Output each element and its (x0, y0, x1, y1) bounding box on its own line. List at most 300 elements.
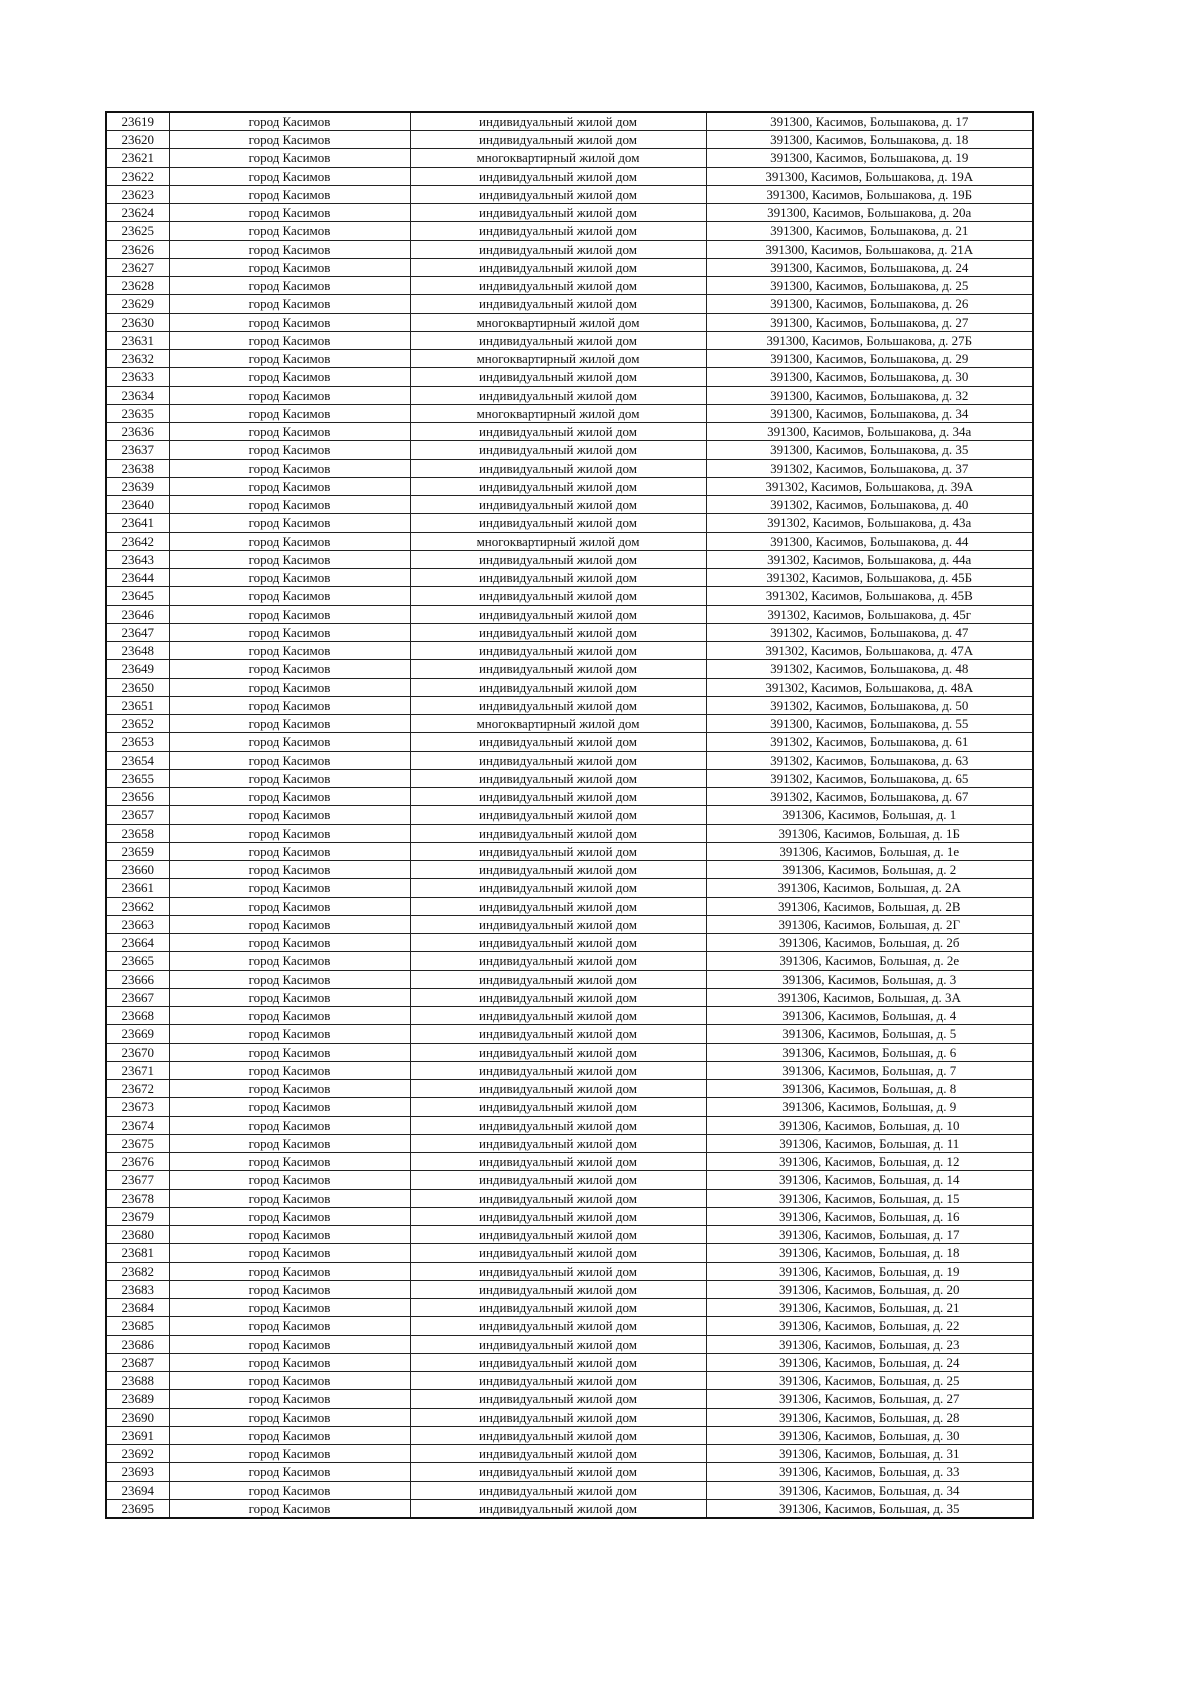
building-type-cell: индивидуальный жилой дом (410, 1007, 706, 1025)
address-cell: 391300, Касимов, Большакова, д. 20а (706, 204, 1033, 222)
building-type-cell: индивидуальный жилой дом (410, 1317, 706, 1335)
row-number-cell: 23676 (106, 1153, 169, 1171)
address-cell: 391306, Касимов, Большая, д. 8 (706, 1080, 1033, 1098)
table-row (106, 897, 1033, 915)
table-row (106, 1280, 1033, 1298)
row-number-cell: 23639 (106, 477, 169, 495)
building-type-cell: многоквартирный жилой дом (410, 313, 706, 331)
building-type-cell: индивидуальный жилой дом (410, 441, 706, 459)
locality-cell: город Касимов (169, 496, 410, 514)
row-number-cell: 23652 (106, 715, 169, 733)
table-row (106, 1134, 1033, 1152)
table-row (106, 477, 1033, 495)
building-type-cell: индивидуальный жилой дом (410, 988, 706, 1006)
address-cell: 391306, Касимов, Большая, д. 7 (706, 1061, 1033, 1079)
building-type-cell: индивидуальный жилой дом (410, 459, 706, 477)
table-row (106, 642, 1033, 660)
locality-cell: город Касимов (169, 295, 410, 313)
building-type-cell: индивидуальный жилой дом (410, 240, 706, 258)
table-row (106, 861, 1033, 879)
building-type-cell: индивидуальный жилой дом (410, 1153, 706, 1171)
address-cell: 391306, Касимов, Большая, д. 9 (706, 1098, 1033, 1116)
row-number-cell: 23656 (106, 788, 169, 806)
locality-cell: город Касимов (169, 222, 410, 240)
building-type-cell: индивидуальный жилой дом (410, 258, 706, 276)
row-number-cell: 23679 (106, 1207, 169, 1225)
locality-cell: город Касимов (169, 1445, 410, 1463)
building-type-cell: индивидуальный жилой дом (410, 934, 706, 952)
row-number-cell: 23625 (106, 222, 169, 240)
building-type-cell: индивидуальный жилой дом (410, 1189, 706, 1207)
row-number-cell: 23633 (106, 368, 169, 386)
row-number-cell: 23689 (106, 1390, 169, 1408)
row-number-cell: 23620 (106, 131, 169, 149)
building-type-cell: индивидуальный жилой дом (410, 1499, 706, 1518)
row-number-cell: 23638 (106, 459, 169, 477)
address-cell: 391306, Касимов, Большая, д. 2б (706, 934, 1033, 952)
table-row (106, 660, 1033, 678)
table-row (106, 678, 1033, 696)
address-cell: 391300, Касимов, Большакова, д. 26 (706, 295, 1033, 313)
building-type-cell: индивидуальный жилой дом (410, 897, 706, 915)
building-type-cell: индивидуальный жилой дом (410, 295, 706, 313)
locality-cell: город Касимов (169, 550, 410, 568)
locality-cell: город Касимов (169, 131, 410, 149)
row-number-cell: 23655 (106, 769, 169, 787)
locality-cell: город Касимов (169, 386, 410, 404)
table-row (106, 496, 1033, 514)
row-number-cell: 23666 (106, 970, 169, 988)
building-type-cell: индивидуальный жилой дом (410, 678, 706, 696)
row-number-cell: 23680 (106, 1226, 169, 1244)
row-number-cell: 23623 (106, 185, 169, 203)
locality-cell: город Касимов (169, 769, 410, 787)
locality-cell: город Касимов (169, 733, 410, 751)
row-number-cell: 23649 (106, 660, 169, 678)
building-type-cell: индивидуальный жилой дом (410, 550, 706, 568)
building-type-cell: индивидуальный жилой дом (410, 696, 706, 714)
row-number-cell: 23671 (106, 1061, 169, 1079)
building-type-cell: индивидуальный жилой дом (410, 1207, 706, 1225)
row-number-cell: 23681 (106, 1244, 169, 1262)
address-cell: 391302, Касимов, Большакова, д. 50 (706, 696, 1033, 714)
row-number-cell: 23688 (106, 1372, 169, 1390)
row-number-cell: 23661 (106, 879, 169, 897)
building-type-cell: индивидуальный жилой дом (410, 222, 706, 240)
locality-cell: город Касимов (169, 1463, 410, 1481)
address-cell: 391306, Касимов, Большая, д. 1 (706, 806, 1033, 824)
address-cell: 391306, Касимов, Большая, д. 21 (706, 1299, 1033, 1317)
table-row (106, 112, 1033, 131)
building-type-cell: индивидуальный жилой дом (410, 769, 706, 787)
table-row (106, 1061, 1033, 1079)
locality-cell: город Касимов (169, 1408, 410, 1426)
table-row (106, 587, 1033, 605)
table-row (106, 1408, 1033, 1426)
building-type-cell: индивидуальный жилой дом (410, 1262, 706, 1280)
building-type-cell: индивидуальный жилой дом (410, 131, 706, 149)
address-cell: 391306, Касимов, Большая, д. 2В (706, 897, 1033, 915)
address-cell: 391300, Касимов, Большакова, д. 27Б (706, 331, 1033, 349)
building-type-cell: индивидуальный жилой дом (410, 204, 706, 222)
locality-cell: город Касимов (169, 1025, 410, 1043)
row-number-cell: 23632 (106, 350, 169, 368)
locality-cell: город Касимов (169, 678, 410, 696)
table-row (106, 1481, 1033, 1499)
locality-cell: город Касимов (169, 185, 410, 203)
building-type-cell: индивидуальный жилой дом (410, 733, 706, 751)
row-number-cell: 23654 (106, 751, 169, 769)
address-cell: 391306, Касимов, Большая, д. 17 (706, 1226, 1033, 1244)
locality-cell: город Касимов (169, 277, 410, 295)
row-number-cell: 23692 (106, 1445, 169, 1463)
locality-cell: город Касимов (169, 1153, 410, 1171)
row-number-cell: 23685 (106, 1317, 169, 1335)
address-cell: 391302, Касимов, Большакова, д. 48А (706, 678, 1033, 696)
address-cell: 391306, Касимов, Большая, д. 1Б (706, 824, 1033, 842)
locality-cell: город Касимов (169, 1098, 410, 1116)
table-row (106, 131, 1033, 149)
building-type-cell: многоквартирный жилой дом (410, 404, 706, 422)
row-number-cell: 23659 (106, 842, 169, 860)
row-number-cell: 23670 (106, 1043, 169, 1061)
address-cell: 391300, Касимов, Большакова, д. 35 (706, 441, 1033, 459)
table-row (106, 1153, 1033, 1171)
table-row (106, 1262, 1033, 1280)
row-number-cell: 23674 (106, 1116, 169, 1134)
locality-cell: город Касимов (169, 1134, 410, 1152)
address-cell: 391306, Касимов, Большая, д. 10 (706, 1116, 1033, 1134)
row-number-cell: 23651 (106, 696, 169, 714)
table-row (106, 623, 1033, 641)
address-cell: 391302, Касимов, Большакова, д. 43а (706, 514, 1033, 532)
row-number-cell: 23664 (106, 934, 169, 952)
building-type-cell: индивидуальный жилой дом (410, 1043, 706, 1061)
table-row (106, 1171, 1033, 1189)
table-row (106, 715, 1033, 733)
building-type-cell: многоквартирный жилой дом (410, 715, 706, 733)
building-type-cell: индивидуальный жилой дом (410, 842, 706, 860)
locality-cell: город Касимов (169, 934, 410, 952)
row-number-cell: 23624 (106, 204, 169, 222)
building-type-cell: индивидуальный жилой дом (410, 1481, 706, 1499)
row-number-cell: 23662 (106, 897, 169, 915)
locality-cell: город Касимов (169, 1481, 410, 1499)
row-number-cell: 23636 (106, 423, 169, 441)
table-row (106, 824, 1033, 842)
table-row (106, 1426, 1033, 1444)
row-number-cell: 23658 (106, 824, 169, 842)
locality-cell: город Касимов (169, 240, 410, 258)
building-type-cell: многоквартирный жилой дом (410, 350, 706, 368)
address-cell: 391306, Касимов, Большая, д. 16 (706, 1207, 1033, 1225)
table-row (106, 806, 1033, 824)
locality-cell: город Касимов (169, 660, 410, 678)
building-type-cell: индивидуальный жилой дом (410, 605, 706, 623)
building-type-cell: индивидуальный жилой дом (410, 861, 706, 879)
address-cell: 391300, Касимов, Большакова, д. 21 (706, 222, 1033, 240)
building-type-cell: индивидуальный жилой дом (410, 167, 706, 185)
table-row (106, 514, 1033, 532)
building-type-cell: индивидуальный жилой дом (410, 1372, 706, 1390)
table-row (106, 295, 1033, 313)
row-number-cell: 23637 (106, 441, 169, 459)
building-type-cell: индивидуальный жилой дом (410, 952, 706, 970)
locality-cell: город Касимов (169, 204, 410, 222)
table-row (106, 842, 1033, 860)
row-number-cell: 23640 (106, 496, 169, 514)
row-number-cell: 23621 (106, 149, 169, 167)
locality-cell: город Касимов (169, 1390, 410, 1408)
address-cell: 391306, Касимов, Большая, д. 6 (706, 1043, 1033, 1061)
row-number-cell: 23626 (106, 240, 169, 258)
building-type-cell: индивидуальный жилой дом (410, 1463, 706, 1481)
building-type-cell: индивидуальный жилой дом (410, 1280, 706, 1298)
building-type-cell: индивидуальный жилой дом (410, 185, 706, 203)
row-number-cell: 23687 (106, 1353, 169, 1371)
locality-cell: город Касимов (169, 861, 410, 879)
table-row (106, 1189, 1033, 1207)
row-number-cell: 23672 (106, 1080, 169, 1098)
table-row (106, 1007, 1033, 1025)
table-row (106, 915, 1033, 933)
building-type-cell: индивидуальный жилой дом (410, 970, 706, 988)
building-type-cell: индивидуальный жилой дом (410, 1244, 706, 1262)
table-row (106, 1025, 1033, 1043)
locality-cell: город Касимов (169, 112, 410, 131)
row-number-cell: 23641 (106, 514, 169, 532)
row-number-cell: 23628 (106, 277, 169, 295)
row-number-cell: 23627 (106, 258, 169, 276)
table-row (106, 550, 1033, 568)
building-type-cell: индивидуальный жилой дом (410, 806, 706, 824)
locality-cell: город Касимов (169, 824, 410, 842)
row-number-cell: 23657 (106, 806, 169, 824)
housing-registry-table (105, 111, 1034, 1519)
row-number-cell: 23684 (106, 1299, 169, 1317)
address-cell: 391306, Касимов, Большая, д. 2Г (706, 915, 1033, 933)
building-type-cell: индивидуальный жилой дом (410, 423, 706, 441)
locality-cell: город Касимов (169, 313, 410, 331)
address-cell: 391306, Касимов, Большая, д. 11 (706, 1134, 1033, 1152)
address-cell: 391306, Касимов, Большая, д. 14 (706, 1171, 1033, 1189)
address-cell: 391300, Касимов, Большакова, д. 24 (706, 258, 1033, 276)
address-cell: 391306, Касимов, Большая, д. 27 (706, 1390, 1033, 1408)
row-number-cell: 23682 (106, 1262, 169, 1280)
building-type-cell: индивидуальный жилой дом (410, 112, 706, 131)
locality-cell: город Касимов (169, 423, 410, 441)
locality-cell: город Касимов (169, 988, 410, 1006)
row-number-cell: 23660 (106, 861, 169, 879)
locality-cell: город Касимов (169, 1353, 410, 1371)
table-row (106, 313, 1033, 331)
table-row (106, 222, 1033, 240)
row-number-cell: 23619 (106, 112, 169, 131)
address-cell: 391302, Касимов, Большакова, д. 47 (706, 623, 1033, 641)
locality-cell: город Касимов (169, 952, 410, 970)
address-cell: 391302, Касимов, Большакова, д. 37 (706, 459, 1033, 477)
row-number-cell: 23646 (106, 605, 169, 623)
row-number-cell: 23695 (106, 1499, 169, 1518)
locality-cell: город Касимов (169, 1499, 410, 1518)
address-cell: 391302, Касимов, Большакова, д. 40 (706, 496, 1033, 514)
table-row (106, 185, 1033, 203)
row-number-cell: 23653 (106, 733, 169, 751)
locality-cell: город Касимов (169, 806, 410, 824)
locality-cell: город Касимов (169, 532, 410, 550)
address-cell: 391306, Касимов, Большая, д. 3А (706, 988, 1033, 1006)
locality-cell: город Касимов (169, 605, 410, 623)
address-cell: 391306, Касимов, Большая, д. 24 (706, 1353, 1033, 1371)
locality-cell: город Касимов (169, 715, 410, 733)
building-type-cell: индивидуальный жилой дом (410, 1408, 706, 1426)
building-type-cell: индивидуальный жилой дом (410, 1445, 706, 1463)
locality-cell: город Касимов (169, 751, 410, 769)
table-row (106, 240, 1033, 258)
address-cell: 391300, Касимов, Большакова, д. 29 (706, 350, 1033, 368)
locality-cell: город Касимов (169, 696, 410, 714)
address-cell: 391306, Касимов, Большая, д. 3 (706, 970, 1033, 988)
address-cell: 391300, Касимов, Большакова, д. 34 (706, 404, 1033, 422)
table-row (106, 696, 1033, 714)
locality-cell: город Касимов (169, 1280, 410, 1298)
locality-cell: город Касимов (169, 1043, 410, 1061)
row-number-cell: 23629 (106, 295, 169, 313)
address-cell: 391306, Касимов, Большая, д. 2 (706, 861, 1033, 879)
building-type-cell: индивидуальный жилой дом (410, 824, 706, 842)
table-row (106, 1317, 1033, 1335)
address-cell: 391306, Касимов, Большая, д. 2е (706, 952, 1033, 970)
locality-cell: город Касимов (169, 1426, 410, 1444)
address-cell: 391306, Касимов, Большая, д. 31 (706, 1445, 1033, 1463)
building-type-cell: индивидуальный жилой дом (410, 879, 706, 897)
row-number-cell: 23644 (106, 569, 169, 587)
building-type-cell: индивидуальный жилой дом (410, 331, 706, 349)
table-row (106, 277, 1033, 295)
table-row (106, 423, 1033, 441)
building-type-cell: индивидуальный жилой дом (410, 1353, 706, 1371)
address-cell: 391300, Касимов, Большакова, д. 17 (706, 112, 1033, 131)
locality-cell: город Касимов (169, 1226, 410, 1244)
address-cell: 391300, Касимов, Большакова, д. 32 (706, 386, 1033, 404)
locality-cell: город Касимов (169, 404, 410, 422)
address-cell: 391300, Касимов, Большакова, д. 25 (706, 277, 1033, 295)
locality-cell: город Касимов (169, 1244, 410, 1262)
locality-cell: город Касимов (169, 441, 410, 459)
locality-cell: город Касимов (169, 368, 410, 386)
address-cell: 391300, Касимов, Большакова, д. 27 (706, 313, 1033, 331)
table-row (106, 1372, 1033, 1390)
locality-cell: город Касимов (169, 915, 410, 933)
row-number-cell: 23631 (106, 331, 169, 349)
address-cell: 391302, Касимов, Большакова, д. 45В (706, 587, 1033, 605)
building-type-cell: индивидуальный жилой дом (410, 1134, 706, 1152)
building-type-cell: индивидуальный жилой дом (410, 587, 706, 605)
row-number-cell: 23645 (106, 587, 169, 605)
locality-cell: город Касимов (169, 1116, 410, 1134)
locality-cell: город Касимов (169, 350, 410, 368)
address-cell: 391302, Касимов, Большакова, д. 39А (706, 477, 1033, 495)
table-row (106, 1226, 1033, 1244)
row-number-cell: 23663 (106, 915, 169, 933)
building-type-cell: индивидуальный жилой дом (410, 496, 706, 514)
building-type-cell: многоквартирный жилой дом (410, 532, 706, 550)
row-number-cell: 23635 (106, 404, 169, 422)
address-cell: 391300, Касимов, Большакова, д. 34а (706, 423, 1033, 441)
address-cell: 391306, Касимов, Большая, д. 15 (706, 1189, 1033, 1207)
locality-cell: город Касимов (169, 149, 410, 167)
building-type-cell: индивидуальный жилой дом (410, 477, 706, 495)
table-row (106, 167, 1033, 185)
table-row (106, 1116, 1033, 1134)
building-type-cell: индивидуальный жилой дом (410, 1080, 706, 1098)
locality-cell: город Касимов (169, 1189, 410, 1207)
table-row (106, 1244, 1033, 1262)
locality-cell: город Касимов (169, 331, 410, 349)
table-row (106, 204, 1033, 222)
address-cell: 391302, Касимов, Большакова, д. 63 (706, 751, 1033, 769)
row-number-cell: 23668 (106, 1007, 169, 1025)
table-row (106, 1043, 1033, 1061)
locality-cell: город Касимов (169, 1080, 410, 1098)
locality-cell: город Касимов (169, 897, 410, 915)
row-number-cell: 23648 (106, 642, 169, 660)
building-type-cell: индивидуальный жилой дом (410, 277, 706, 295)
address-cell: 391302, Касимов, Большакова, д. 47А (706, 642, 1033, 660)
row-number-cell: 23622 (106, 167, 169, 185)
row-number-cell: 23677 (106, 1171, 169, 1189)
locality-cell: город Касимов (169, 569, 410, 587)
row-number-cell: 23683 (106, 1280, 169, 1298)
table-row (106, 459, 1033, 477)
locality-cell: город Касимов (169, 1262, 410, 1280)
locality-cell: город Касимов (169, 1061, 410, 1079)
building-type-cell: индивидуальный жилой дом (410, 915, 706, 933)
row-number-cell: 23693 (106, 1463, 169, 1481)
locality-cell: город Касимов (169, 1299, 410, 1317)
address-cell: 391302, Касимов, Большакова, д. 45Б (706, 569, 1033, 587)
address-cell: 391306, Касимов, Большая, д. 2А (706, 879, 1033, 897)
locality-cell: город Касимов (169, 459, 410, 477)
address-cell: 391300, Касимов, Большакова, д. 19А (706, 167, 1033, 185)
address-cell: 391300, Касимов, Большакова, д. 19 (706, 149, 1033, 167)
building-type-cell: индивидуальный жилой дом (410, 751, 706, 769)
building-type-cell: индивидуальный жилой дом (410, 1025, 706, 1043)
address-cell: 391302, Касимов, Большакова, д. 61 (706, 733, 1033, 751)
row-number-cell: 23667 (106, 988, 169, 1006)
building-type-cell: индивидуальный жилой дом (410, 569, 706, 587)
address-cell: 391306, Касимов, Большая, д. 35 (706, 1499, 1033, 1518)
table-row (106, 350, 1033, 368)
building-type-cell: индивидуальный жилой дом (410, 788, 706, 806)
address-cell: 391306, Касимов, Большая, д. 30 (706, 1426, 1033, 1444)
building-type-cell: индивидуальный жилой дом (410, 1426, 706, 1444)
locality-cell: город Касимов (169, 477, 410, 495)
table-row (106, 1445, 1033, 1463)
locality-cell: город Касимов (169, 970, 410, 988)
table-row (106, 368, 1033, 386)
row-number-cell: 23690 (106, 1408, 169, 1426)
address-cell: 391302, Касимов, Большакова, д. 48 (706, 660, 1033, 678)
locality-cell: город Касимов (169, 587, 410, 605)
address-cell: 391302, Касимов, Большакова, д. 67 (706, 788, 1033, 806)
building-type-cell: индивидуальный жилой дом (410, 1171, 706, 1189)
address-cell: 391306, Касимов, Большая, д. 12 (706, 1153, 1033, 1171)
locality-cell: город Касимов (169, 1335, 410, 1353)
address-cell: 391300, Касимов, Большакова, д. 30 (706, 368, 1033, 386)
building-type-cell: индивидуальный жилой дом (410, 386, 706, 404)
building-type-cell: индивидуальный жилой дом (410, 514, 706, 532)
